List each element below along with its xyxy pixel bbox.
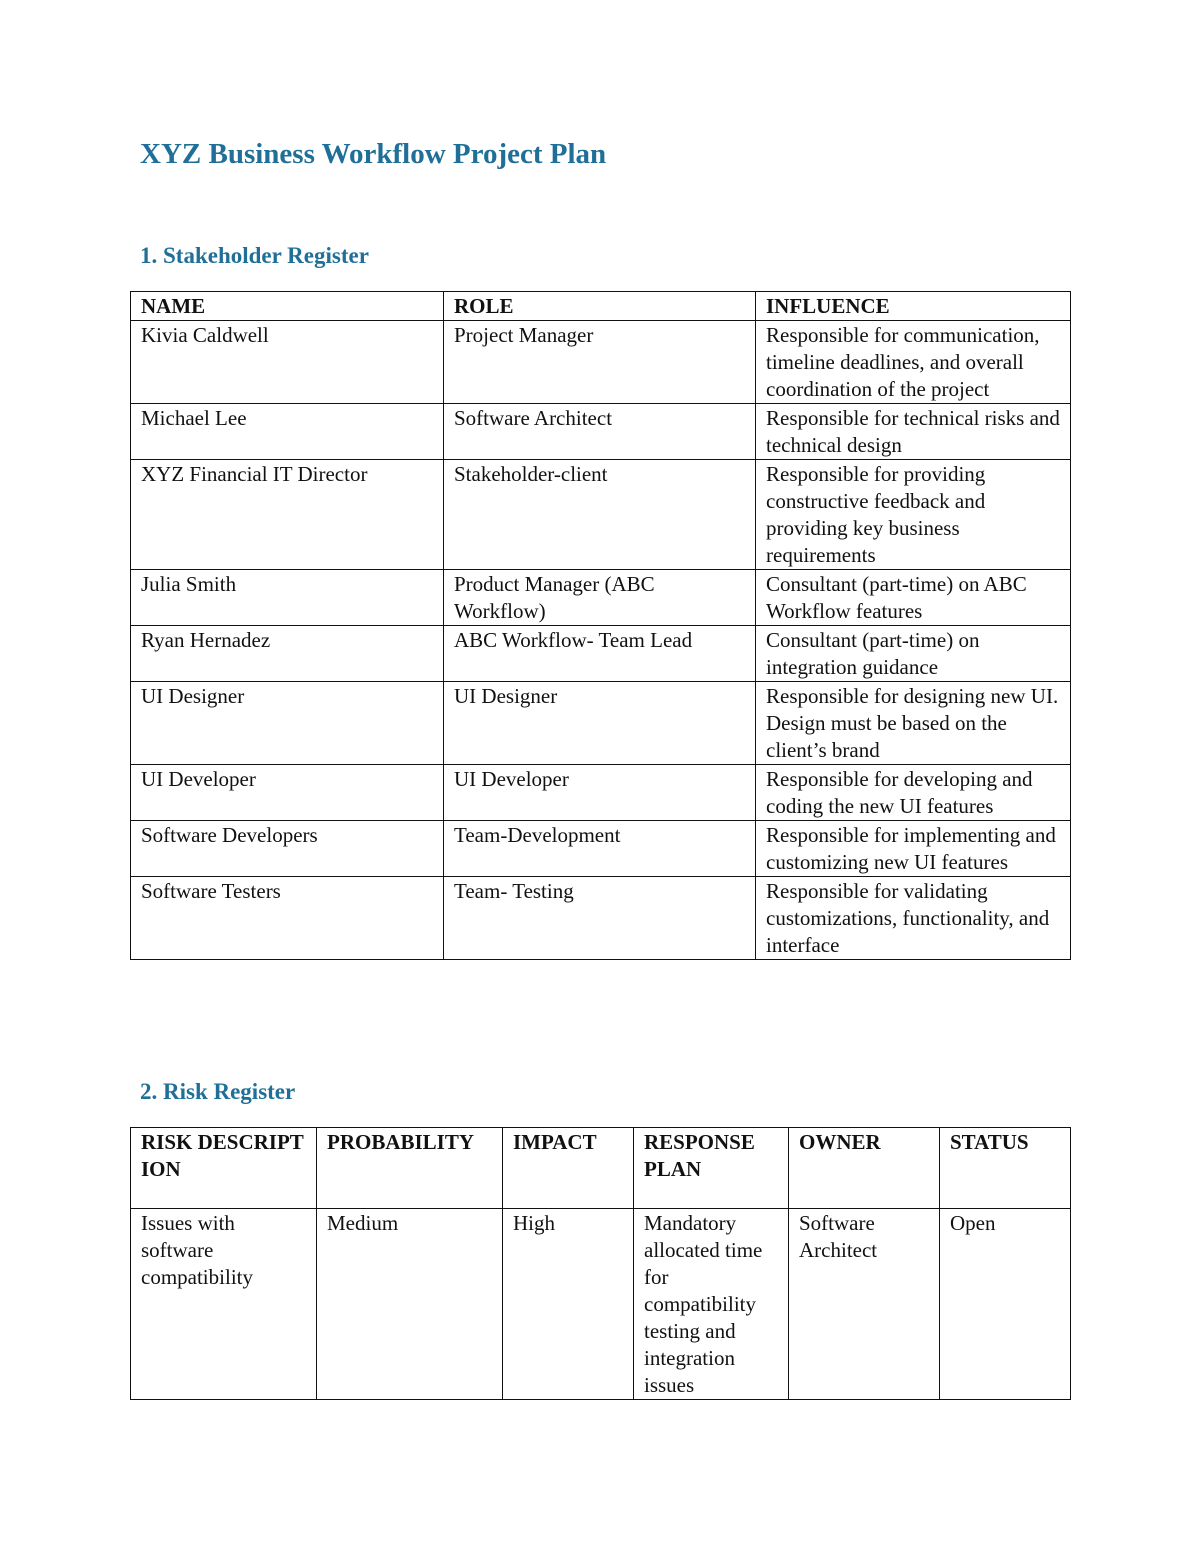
column-header-influence: INFLUENCE <box>756 292 1071 321</box>
stakeholder-name: XYZ Financial IT Director <box>131 460 444 570</box>
risk-table <box>130 1127 1071 1400</box>
stakeholder-name: UI Designer <box>131 682 444 765</box>
risk-header-row <box>131 1128 1071 1209</box>
stakeholder-influence: Responsible for technical risks and technical design <box>756 404 1071 460</box>
stakeholder-influence: Responsible for communication, timeline deadlines, and overall coordination of the project <box>756 321 1071 404</box>
stakeholder-header-row <box>131 292 1071 321</box>
table-row <box>131 460 1071 570</box>
stakeholder-table <box>130 291 1071 960</box>
table-row <box>131 570 1071 626</box>
risk-impact: High <box>503 1209 634 1400</box>
stakeholder-role: ABC Workflow- Team Lead <box>444 626 756 682</box>
stakeholder-name: Michael Lee <box>131 404 444 460</box>
column-header-response-plan: RESPONSE PLAN <box>634 1128 789 1209</box>
column-header-impact: IMPACT <box>503 1128 634 1209</box>
stakeholder-role: Software Architect <box>444 404 756 460</box>
column-header-name: NAME <box>131 292 444 321</box>
column-header-role: ROLE <box>444 292 756 321</box>
risk-response-plan: Mandatory allocated time for compatibility testing and integration issues <box>634 1209 789 1400</box>
table-row <box>131 877 1071 960</box>
stakeholder-role: UI Developer <box>444 765 756 821</box>
stakeholder-name: Software Testers <box>131 877 444 960</box>
risk-register-heading: 2. Risk Register <box>140 1079 296 1104</box>
stakeholder-influence: Responsible for developing and coding the new UI features <box>756 765 1071 821</box>
column-header-status: STATUS <box>940 1128 1071 1209</box>
stakeholder-role: Project Manager <box>444 321 756 404</box>
table-row <box>131 404 1071 460</box>
stakeholder-name: Ryan Hernadez <box>131 626 444 682</box>
stakeholder-role: Product Manager (ABC Workflow) <box>444 570 756 626</box>
stakeholder-influence: Responsible for designing new UI. Design must be based on the client’s brand <box>756 682 1071 765</box>
table-row <box>131 765 1071 821</box>
stakeholder-name: UI Developer <box>131 765 444 821</box>
stakeholder-name: Kivia Caldwell <box>131 321 444 404</box>
stakeholder-role: UI Designer <box>444 682 756 765</box>
stakeholder-role: Team- Testing <box>444 877 756 960</box>
column-header-risk-description: RISK DESCRIPTION <box>131 1128 317 1209</box>
table-row <box>131 821 1071 877</box>
stakeholder-name: Julia Smith <box>131 570 444 626</box>
table-row <box>131 682 1071 765</box>
stakeholder-influence: Consultant (part-time) on ABC Workflow features <box>756 570 1071 626</box>
risk-probability: Medium <box>317 1209 503 1400</box>
stakeholder-role: Team-Development <box>444 821 756 877</box>
risk-owner: Software Architect <box>789 1209 940 1400</box>
stakeholder-register-heading: 1. Stakeholder Register <box>140 243 369 268</box>
table-row <box>131 321 1071 404</box>
column-header-owner: OWNER <box>789 1128 940 1209</box>
stakeholder-role: Stakeholder-client <box>444 460 756 570</box>
stakeholder-influence: Responsible for implementing and customizing new UI features <box>756 821 1071 877</box>
stakeholder-influence: Responsible for providing constructive feedback and providing key business requirements <box>756 460 1071 570</box>
risk-status: Open <box>940 1209 1071 1400</box>
stakeholder-influence: Consultant (part-time) on integration guidance <box>756 626 1071 682</box>
table-row <box>131 626 1071 682</box>
stakeholder-influence: Responsible for validating customizations, functionality, and interface <box>756 877 1071 960</box>
column-header-probability: PROBABILITY <box>317 1128 503 1209</box>
stakeholder-name: Software Developers <box>131 821 444 877</box>
document-title: XYZ Business Workflow Project Plan <box>140 138 607 170</box>
table-row <box>131 1209 1071 1400</box>
risk-description: Issues with software compatibility <box>131 1209 317 1400</box>
